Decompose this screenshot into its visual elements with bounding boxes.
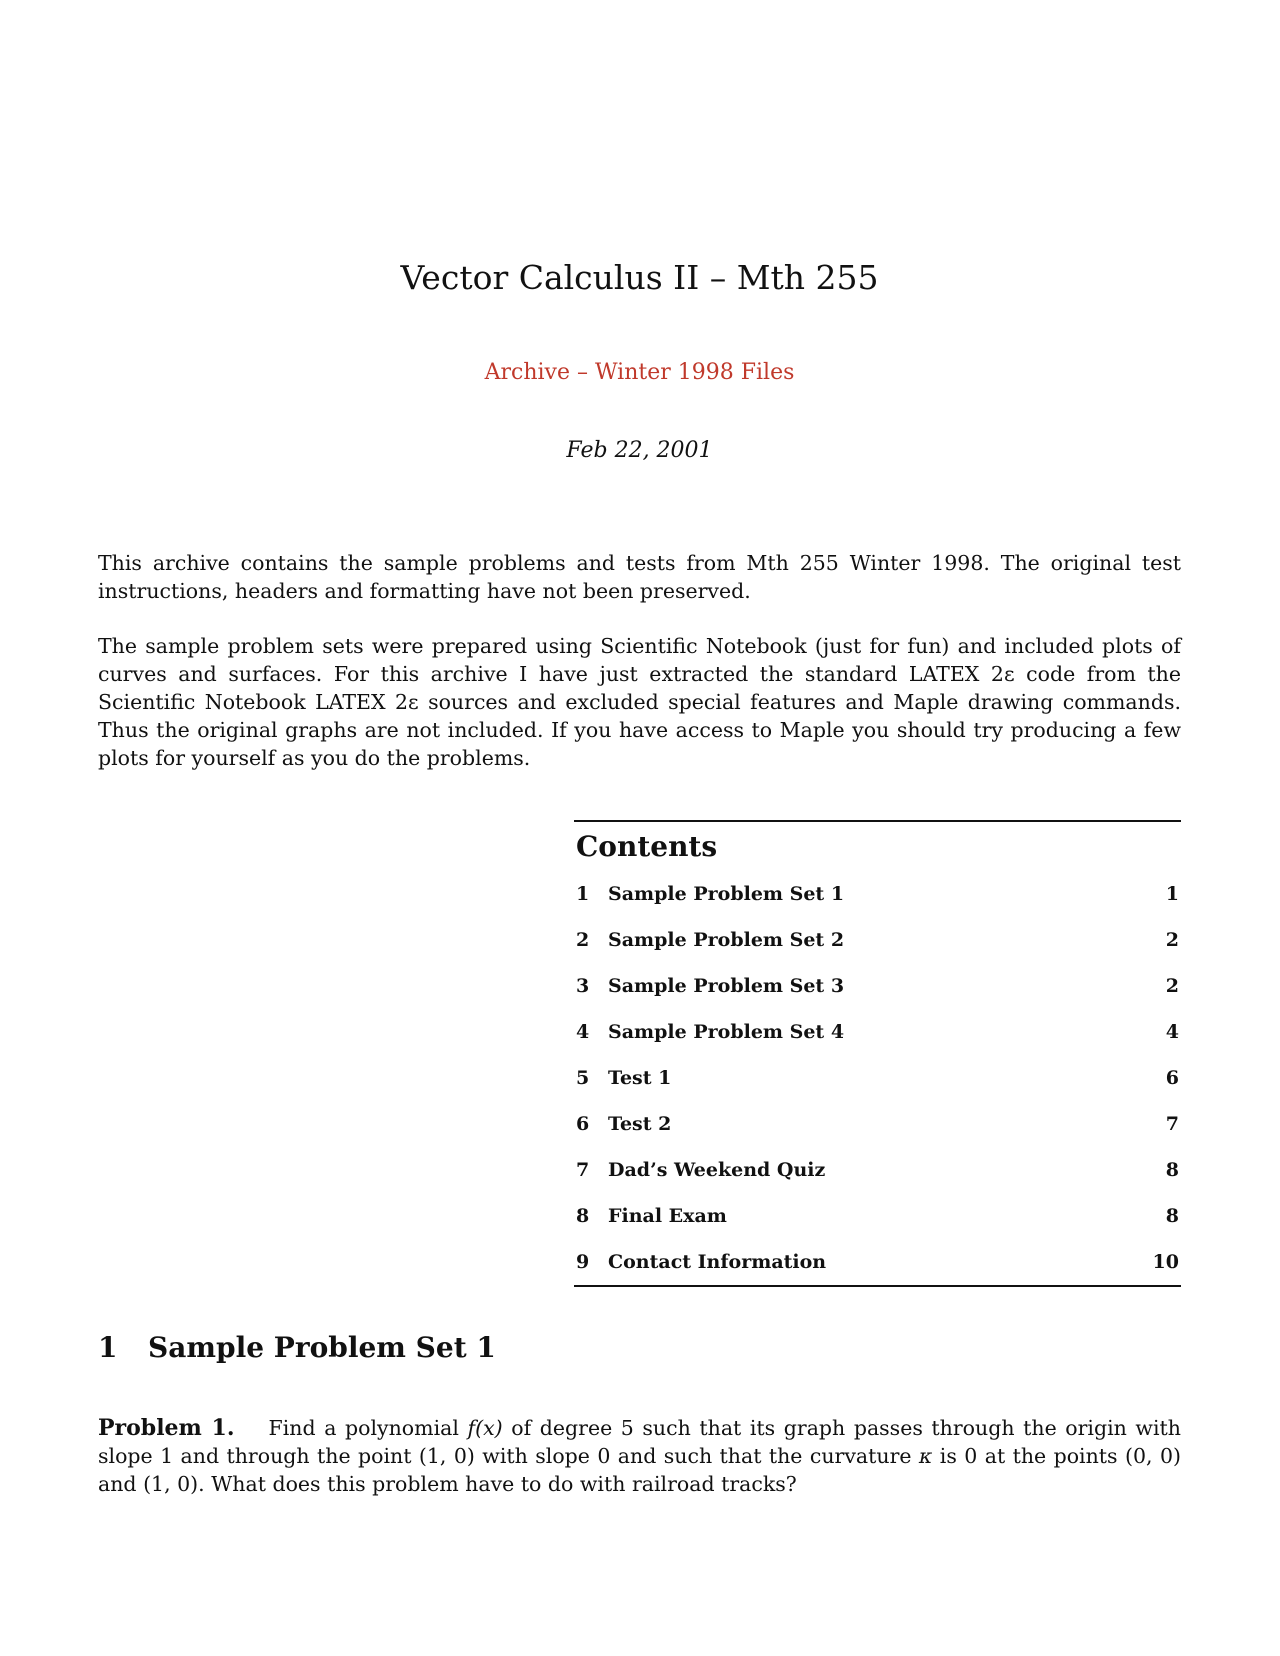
- problem-1: [98, 1414, 1181, 1498]
- latex-logo: LATEX 2ε: [315, 690, 419, 714]
- toc-item[interactable]: [574, 963, 1181, 1009]
- toc-item[interactable]: [574, 1101, 1181, 1147]
- section-heading: [98, 1330, 496, 1366]
- archive-link[interactable]: Archive – Winter 1998 Files: [484, 360, 795, 385]
- document-date: Feb 22, 2001: [566, 438, 713, 463]
- toc-item-page: 7: [1165, 1113, 1179, 1135]
- intro-paragraph-2: [98, 632, 1181, 772]
- intro-text-a: The sample problem sets were prepared using Scientific Notebook (just for fun) and included plots of curves and surfaces. For this archive I have just extracted the standard: [98, 634, 1181, 686]
- intro-text-b: code from the Scientific Notebook: [98, 662, 1182, 714]
- problem-text-b: of degree 5 such that its graph passes through the origin with slope 1 and through the point (1, 0) with slope 0 and such that the curvature: [98, 1416, 1181, 1468]
- toc-item-title: Sample Problem Set 2: [608, 929, 845, 951]
- toc-item-page: 2: [1165, 975, 1179, 997]
- math-f-of-x: f(x): [467, 1416, 503, 1440]
- problem-text-a: Find a polynomial: [268, 1416, 468, 1440]
- toc-item-title: Dad’s Weekend Quiz: [608, 1159, 826, 1181]
- toc-item-number: 7: [576, 1159, 590, 1181]
- toc-item[interactable]: [574, 1147, 1181, 1193]
- toc-item-title: Sample Problem Set 1: [608, 883, 845, 905]
- math-kappa: κ: [918, 1444, 933, 1468]
- toc-item-page: 4: [1165, 1021, 1179, 1043]
- toc-item-page: 10: [1152, 1251, 1179, 1273]
- toc-item-number: 2: [576, 929, 590, 951]
- intro-text-c: sources and excluded special features and Maple drawing commands. Thus the original graphs are not included. If you have access to Maple you should try producing a few plots for yourself as you do the problems.: [98, 690, 1182, 770]
- section-title: Sample Problem Set 1: [148, 1331, 496, 1364]
- toc-item-number: 4: [576, 1021, 590, 1043]
- toc-item-title: Test 2: [608, 1113, 672, 1135]
- toc-item-page: 2: [1165, 929, 1179, 951]
- toc-item[interactable]: [574, 1193, 1181, 1239]
- table-of-contents: [574, 820, 1181, 1287]
- toc-item-title: Sample Problem Set 4: [608, 1021, 845, 1043]
- latex-logo: LATEX 2ε: [908, 662, 1015, 686]
- toc-item[interactable]: [574, 871, 1181, 917]
- section-number: 1: [98, 1331, 118, 1364]
- toc-item-title: Test 1: [608, 1067, 672, 1089]
- problem-label: Problem 1.: [98, 1415, 235, 1441]
- toc-item[interactable]: [574, 1009, 1181, 1055]
- toc-item-page: 1: [1165, 883, 1179, 905]
- toc-item-page: 6: [1165, 1067, 1179, 1089]
- toc-item-number: 9: [576, 1251, 590, 1273]
- toc-item-page: 8: [1165, 1159, 1179, 1181]
- toc-item-number: 8: [576, 1205, 590, 1227]
- toc-item[interactable]: [574, 917, 1181, 963]
- toc-item-title: Sample Problem Set 3: [608, 975, 845, 997]
- toc-item[interactable]: [574, 1239, 1181, 1285]
- toc-item-title: Final Exam: [608, 1205, 727, 1227]
- toc-heading: Contents: [576, 830, 718, 863]
- problem-text-c: is 0 at the points (0, 0) and (1, 0). What does this problem have to do with railroad tracks?: [98, 1444, 1181, 1496]
- toc-item-page: 8: [1165, 1205, 1179, 1227]
- toc-item-number: 6: [576, 1113, 590, 1135]
- toc-item-number: 1: [576, 883, 590, 905]
- toc-item-number: 5: [576, 1067, 590, 1089]
- toc-item-number: 3: [576, 975, 590, 997]
- toc-item-title: Contact Information: [608, 1251, 827, 1273]
- intro-paragraph-1: This archive contains the sample problems and tests from Mth 255 Winter 1998. The original test instructions, headers and formatting have not been preserved.: [98, 551, 1181, 603]
- toc-item[interactable]: [574, 1055, 1181, 1101]
- document-title: Vector Calculus II – Mth 255: [400, 258, 879, 297]
- archive-subtitle: [98, 358, 1181, 388]
